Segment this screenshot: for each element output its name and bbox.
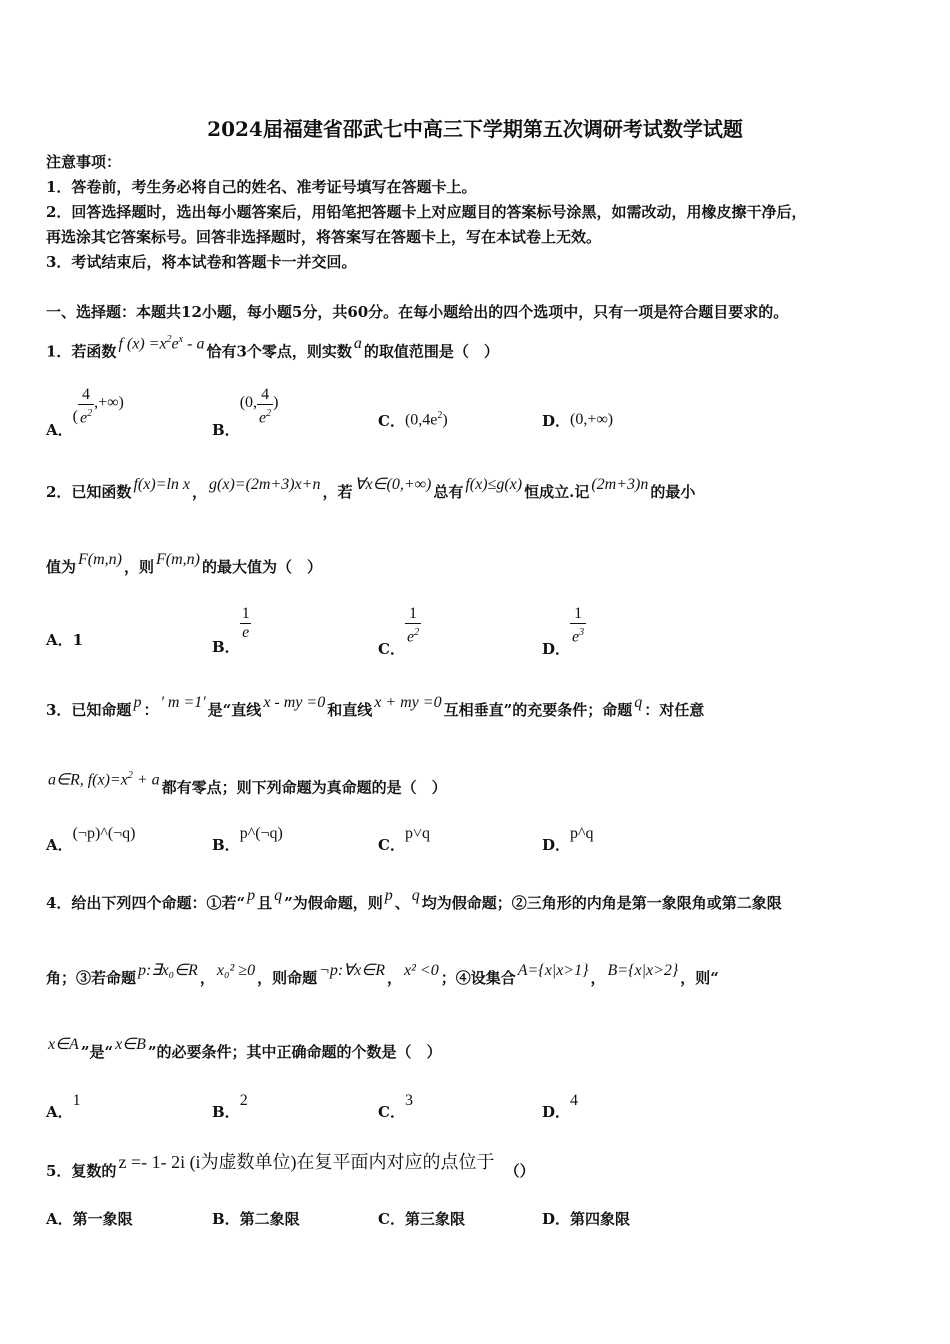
question-2-line-1: 2．已知函数 f(x)=ln x ， g(x)=(2m+3)x+n ，若 ∀x∈(0,+∞) 总有 f(x)≤g(x) 恒成立.记 (2m+3)n 的最小 [46,476,696,501]
q1-pre: 1．若函数 [46,342,117,361]
q4-option-c[interactable]: C．3 [378,1092,413,1121]
question-3-line-2: a∈R, $f(x)=x^2 + a$ 都有零点；则下列命题为真命题的是（ ） [46,774,447,798]
q1-option-d[interactable]: D．(0,+∞) [542,411,614,430]
q2-d-fraction: $\frac{1}{e^3}$ [572,605,585,646]
q3-condition-formula: ' m =1' [160,694,206,711]
q1-mid: 恰有3个零点，则实数 [206,342,352,361]
q2-product-formula: (2m+3)n [591,476,649,493]
q4-x-in-A-formula: x∈A [48,1036,79,1053]
exam-title: 2024届福建省邵武七中高三下学期第五次调研考试数学试题 [207,117,743,141]
q4-set-A-formula: A={x|x>1} [517,962,589,979]
q3-line2-formula: x + my =0 [374,694,442,711]
q4-set-B-formula: B={x|x>2} [607,962,679,979]
notice-item-2a: 2．回答选择题时，选出每小题答案后，用铅笔把答题卡上对应题目的答案标号涂黑，如需改动，用橡皮擦干净后， [46,203,807,221]
q1-option-b[interactable]: B．(0, $\frac{4}{e^2}$ ) [212,386,279,439]
q2-b-fraction: $\frac{1}{e}$ [241,605,250,641]
question-3-line-1: 3．已知命题 p ： ' m =1' 是“直线 x - my =0 和直线 x + my =0 互相垂直”的充要条件；命题 q ：对任意 [46,694,705,719]
q2-option-d[interactable]: D． $\frac{1}{e^3}$ [542,605,585,658]
q1-option-a[interactable]: A．( $\frac{4}{e^2}$ ,+∞) [46,386,124,439]
q4-p-formula: p:∃x₀∈R [138,962,198,979]
q2-F2-formula: F(m,n) [156,551,200,568]
q3-option-b[interactable]: B．p^(¬q) [212,825,283,854]
q1-a-fraction: $\frac{4}{e^2}$ [79,386,93,427]
notice-heading: 注意事项： [46,153,122,171]
q5-option-c[interactable]: C．第三象限 [378,1210,465,1228]
question-2-line-2: 值为 F(m,n) ，则 F(m,n) 的最大值为（ ） [46,551,323,576]
q1-b-fraction: $\frac{4}{e^2}$ [259,386,272,427]
q4-option-a[interactable]: A．1 [46,1092,81,1121]
q5-option-d[interactable]: D．第四象限 [542,1210,631,1228]
q5-complex-formula: z =- 1- 2i (i为虚数单位)在复平面内对应的点位于 [118,1152,495,1172]
question-4-line-2: 角；③若命题 p:∃x₀∈R ， x₀² ≥0 ，则命题 ¬p:∀x∈R ， x² <0 ；④设集合 A={x|x>1} ， B={x|x>2} ，则“ [46,962,719,987]
notice-item-1: 1．答卷前，考生务必将自己的姓名、准考证号填写在答题卡上。 [46,178,477,196]
q2-option-b[interactable]: B． $\frac{1}{e}$ [212,605,250,656]
q1-option-c[interactable]: C．$(0,4e^2)$ [378,409,448,430]
q4-x2-formula: x² <0 [404,962,439,979]
section-heading: 一、选择题：本题共12小题，每小题5分，共60分。在每小题给出的四个选项中，只有一项是符合题目要求的。 [46,303,789,321]
q2-F-formula: F(m,n) [78,551,122,568]
q2-option-a[interactable]: A．1 [46,631,84,649]
q3-option-d[interactable]: D．p^q [542,825,594,854]
q5-option-a[interactable]: A．第一象限 [46,1210,133,1228]
question-1 [46,334,499,362]
q5-option-b[interactable]: B．第二象限 [212,1210,300,1228]
notice-item-3: 3．考试结束后，将本试卷和答题卡一并交回。 [46,253,357,271]
q2-g-formula: g(x)=(2m+3)x+n [209,476,321,493]
q3-line1-formula: x - my =0 [263,694,326,711]
question-4-line-3: x∈A ”是“ x∈B ”的必要条件；其中正确命题的个数是（ ） [48,1036,442,1061]
q2-f-formula: f(x)=ln x [133,476,190,493]
q2-option-c[interactable]: C． $\frac{1}{e^2}$ [378,605,420,658]
question-4-line-1: 4．给出下列四个命题：①若“ p 且 q ”为假命题，则 p 、 q 均为假命题；②三角形的内角是第一象限角或第二象限 [46,887,782,912]
question-5: 5．复数的 z =- 1- 2i (i为虚数单位)在复平面内对应的点位于 （） [46,1152,535,1180]
notice-item-2b: 再选涂其它答案标号。回答非选择题时，将答案写在答题卡上，写在本试卷上无效。 [46,228,602,246]
q3-function-formula: a∈R, $f(x)=x^2 + a$ [48,770,160,789]
q3-option-a[interactable]: A．(¬p)^(¬q) [46,825,136,854]
q1-var: a [353,335,362,353]
q1-post: 的取值范围是（ ） [363,342,499,361]
q2-inequality-formula: f(x)≤g(x) [465,476,523,493]
q4-not-p-formula: ¬p:∀x∈R [319,962,385,979]
q2-forall-formula: ∀x∈(0,+∞) [354,476,432,493]
q4-option-d[interactable]: D．4 [542,1092,579,1121]
q4-x0-formula: x₀² ≥0 [216,962,256,979]
q3-option-c[interactable]: C．p˅q [378,825,430,854]
q1-function-formula: f $(x) =x^2e^x - a$ [118,334,205,353]
q2-c-fraction: $\frac{1}{e^2}$ [406,605,420,646]
q4-x-in-B-formula: x∈B [115,1036,146,1053]
q4-option-b[interactable]: B．2 [212,1092,248,1121]
